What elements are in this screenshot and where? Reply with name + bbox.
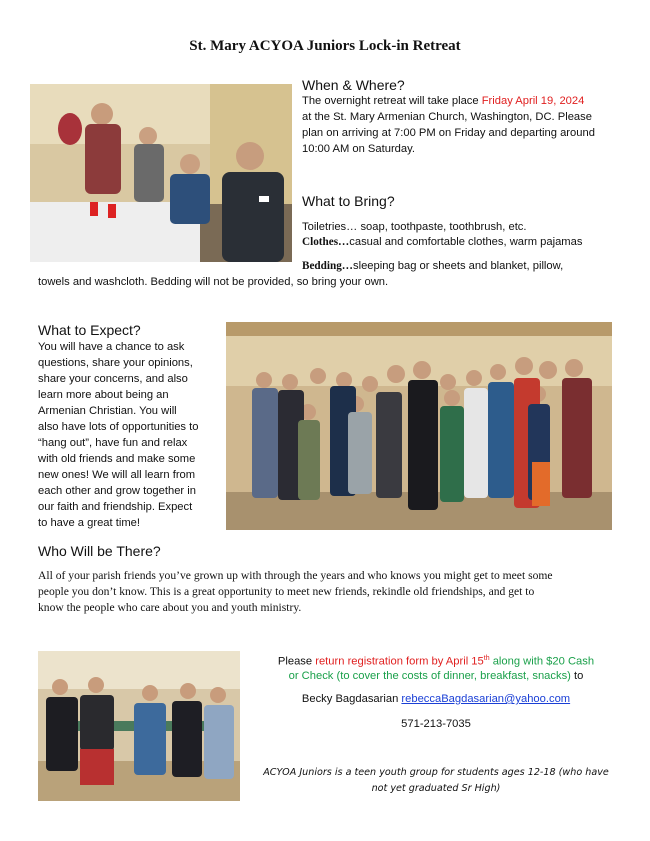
- bedding-line-2: towels and washcloth. Bedding will not be provided, so bring your own.: [38, 276, 389, 288]
- clothes-line: Clothes…casual and comfortable clothes, warm pajamas: [302, 236, 583, 248]
- page-title: St. Mary ACYOA Juniors Lock-in Retreat: [189, 38, 461, 54]
- photo-seated-girls: [38, 651, 240, 801]
- bedding-line: Bedding…sleeping bag or sheets and blanket, pillow,: [302, 260, 564, 272]
- who-there-text: All of your parish friends you’ve grown up with through the years and who knows you might get to meet some people you don’t know. This is a great opportunity to meet new friends, rekindle old friendships, and get to know the people who care about you and youth ministry.: [38, 569, 553, 614]
- photo-kids-at-table: [30, 84, 292, 262]
- email-link[interactable]: rebeccaBagdasarian@yahoo.com: [401, 693, 571, 705]
- phone-number: 571-213-7035: [401, 718, 471, 730]
- footer-note: ACYOA Juniors is a teen youth group for students ages 12-18 (who have not yet graduated Sr High): [263, 767, 609, 794]
- what-to-expect-text: You will have a chance to ask questions, share your opinions, share your concerns, and also learn more about being an Armenian Christian. You will also have lots of opportunities to “hang out”, have fun and relax with old friends and make some new ones! We will all learn from each other and grow together in our faith and friendship. Expect to have a great time!: [38, 341, 199, 529]
- contact-line: [250, 691, 622, 707]
- what-to-expect-heading: What to Expect?: [38, 322, 141, 338]
- when-where-text: The overnight retreat will take place Friday April 19, 2024 at the St. Mary Armenian Church, Washington, DC. Please plan on arriving at 7:00 PM on Friday and departing around 10:00 AM on Saturday.: [302, 95, 595, 155]
- toiletries-line: Toiletries… soap, toothpaste, toothbrush, etc.: [302, 221, 527, 233]
- registration-line-2: or Check (to cover the costs of dinner, breakfast, snacks) to: [288, 670, 584, 682]
- registration-line-1: Please return registration form by April 15th along with $20 Cash: [277, 655, 595, 668]
- what-to-bring-heading: What to Bring?: [302, 193, 395, 209]
- contact-name: Becky Bagdasarian: [301, 693, 402, 705]
- event-date: Friday April 19, 2024: [481, 95, 585, 107]
- when-where-heading: When & Where?: [302, 77, 405, 93]
- who-there-heading: Who Will be There?: [38, 543, 161, 559]
- photo-group: [226, 322, 612, 530]
